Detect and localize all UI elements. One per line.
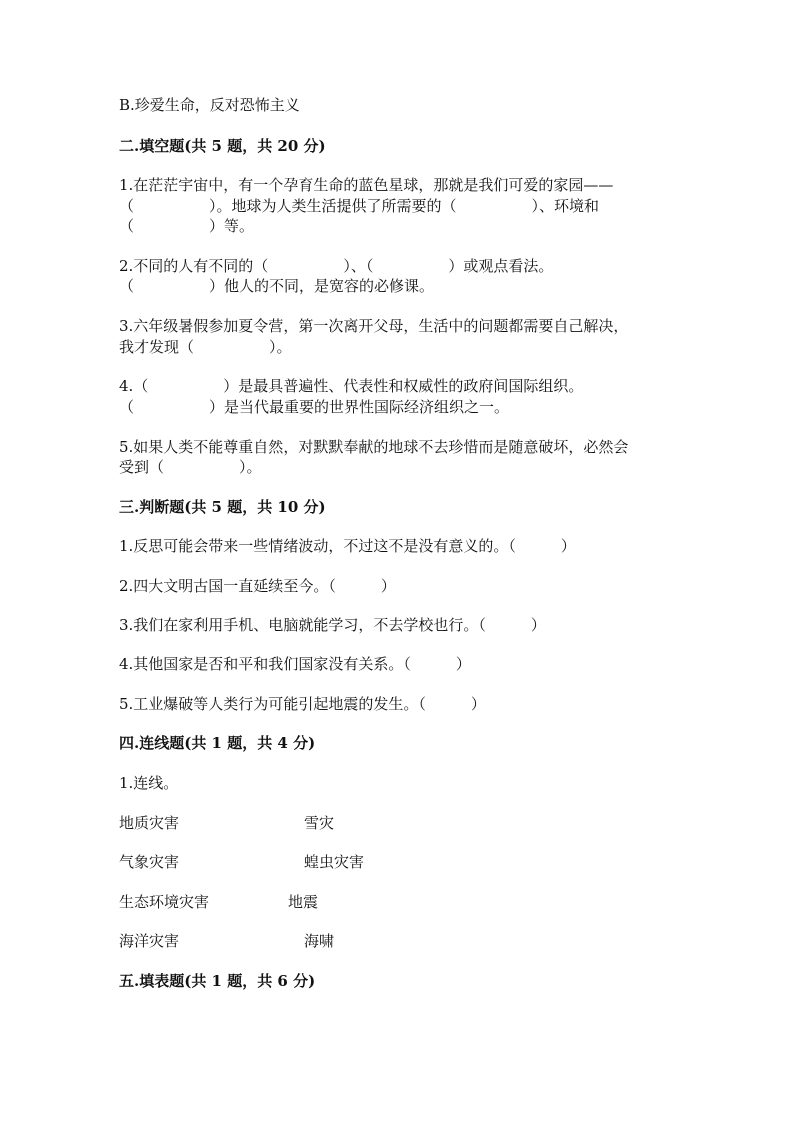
s3-q3: 3.我们在家利用手机、电脑就能学习，不去学校也行。（ ） bbox=[119, 616, 546, 634]
match-right-4: 海啸 bbox=[304, 932, 335, 950]
option-b: B.珍爱生命，反对恐怖主义 bbox=[119, 96, 300, 114]
s2-q3-line2: 我才发现（ ）。 bbox=[119, 338, 292, 356]
s2-q4-line1: 4.（ ）是最具普遍性、代表性和权威性的政府间国际组织。 bbox=[119, 377, 584, 395]
s3-q1: 1.反思可能会带来一些情绪波动，不过这不是没有意义的。（ ） bbox=[119, 537, 576, 555]
match-right-3: 地震 bbox=[288, 893, 319, 911]
s2-q4-line2: （ ）是当代最重要的世界性国际经济组织之一。 bbox=[119, 398, 510, 416]
s3-q4: 4.其他国家是否和平和我们国家没有关系。（ ） bbox=[119, 655, 471, 673]
match-left-2: 气象灾害 bbox=[119, 853, 180, 871]
match-left-3: 生态环境灾害 bbox=[119, 893, 210, 911]
match-left-1: 地质灾害 bbox=[119, 814, 180, 832]
s2-q5-line2: 受到（ ）。 bbox=[119, 458, 262, 476]
s2-q2-line1: 2.不同的人有不同的（ ）、（ ）或观点看法。 bbox=[119, 257, 554, 275]
match-right-1: 雪灾 bbox=[304, 814, 335, 832]
section-2-heading: 二.填空题(共 5 题，共 20 分) bbox=[119, 137, 326, 155]
match-left-4: 海洋灾害 bbox=[119, 932, 180, 950]
s2-q3-line1: 3.六年级暑假参加夏令营，第一次离开父母，生活中的问题都需要自己解决， bbox=[119, 317, 629, 335]
s2-q1-line2: （ ）。地球为人类生活提供了所需要的（ ）、环境和 bbox=[119, 197, 600, 215]
s2-q1-line1: 1.在茫茫宇宙中，有一个孕育生命的蓝色星球，那就是我们可爱的家园—— bbox=[119, 176, 614, 194]
s4-q1: 1.连线。 bbox=[119, 774, 179, 792]
section-3-heading: 三.判断题(共 5 题，共 10 分) bbox=[119, 498, 326, 516]
match-right-2: 蝗虫灾害 bbox=[304, 853, 365, 871]
s3-q5: 5.工业爆破等人类行为可能引起地震的发生。（ ） bbox=[119, 695, 486, 713]
section-5-heading: 五.填表题(共 1 题，共 6 分) bbox=[119, 972, 316, 990]
s2-q2-line2: （ ）他人的不同，是宽容的必修课。 bbox=[119, 277, 435, 295]
s2-q5-line1: 5.如果人类不能尊重自然，对默默奉献的地球不去珍惜而是随意破坏，必然会 bbox=[119, 438, 629, 456]
section-4-heading: 四.连线题(共 1 题，共 4 分) bbox=[119, 734, 316, 752]
s2-q1-line3: （ ）等。 bbox=[119, 217, 255, 235]
s3-q2: 2.四大文明古国一直延续至今。（ ） bbox=[119, 577, 396, 595]
